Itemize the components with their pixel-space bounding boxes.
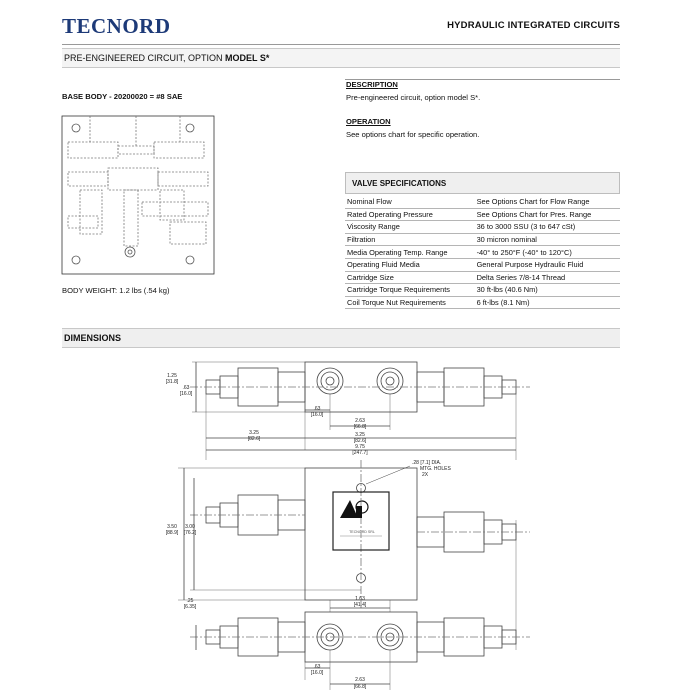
spec-label: Viscosity Range	[345, 221, 477, 234]
dim-975: 9.75	[355, 444, 365, 450]
spec-label: Nominal Flow	[345, 196, 477, 208]
valve-specifications	[345, 172, 620, 310]
base-body-drawing	[60, 112, 220, 277]
hole-note-2: MTG. HOLES	[420, 466, 451, 472]
dim-63-top-mm: [16.0]	[179, 391, 193, 397]
dim-300-mm: [76.2]	[183, 530, 197, 536]
dim-263-bottom-mm: [66.8]	[353, 684, 367, 690]
spec-value: See Options Chart for Flow Range	[477, 196, 620, 208]
hole-note-1: .28 [7.1] DIA.	[412, 460, 442, 466]
dim-975-mm: [247.7]	[352, 450, 368, 456]
spec-value: 6 ft-lbs (8.1 Nm)	[477, 296, 620, 309]
dim-163-mm: [41.4]	[353, 602, 367, 608]
dim-263-top-mm: [66.8]	[353, 424, 367, 430]
table-row	[345, 284, 620, 297]
dim-63-side-mm: [16.0]	[310, 412, 324, 418]
dim-63-bottom: .63	[313, 664, 321, 670]
dim-263-top: 2.63	[355, 418, 365, 424]
table-row	[345, 208, 620, 221]
table-row	[345, 271, 620, 284]
spec-value: -40° to 250°F (-40° to 120°C)	[477, 246, 620, 259]
spec-value: 36 to 3000 SSU (3 to 647 cSt)	[477, 221, 620, 234]
dim-125: 1.25	[167, 373, 177, 379]
spec-value: 30 ft-lbs (40.6 Nm)	[477, 284, 620, 297]
dim-325-left: 3.25	[249, 430, 259, 436]
dim-25: .25	[186, 598, 194, 604]
spec-value: General Purpose Hydraulic Fluid	[477, 258, 620, 271]
spec-label: Filtration	[345, 233, 477, 246]
operation-text: See options chart for specific operation.	[346, 130, 480, 139]
hole-note-3: 2X	[422, 472, 429, 478]
dim-325-right-mm: [82.6]	[353, 438, 367, 444]
description-text: Pre-engineered circuit, option model S*.	[346, 93, 481, 102]
circuit-model: MODEL S*	[225, 53, 270, 63]
description-heading: DESCRIPTION	[346, 80, 398, 89]
front-view	[178, 460, 530, 650]
table-row	[345, 246, 620, 259]
dimensions-drawing	[150, 350, 540, 695]
dim-300: 3.00	[185, 524, 195, 530]
brand-logo-text: TECNORD	[62, 14, 171, 38]
spec-value: See Options Chart for Pres. Range	[477, 208, 620, 221]
spec-value: Delta Series 7/8-14 Thread	[477, 271, 620, 284]
corner-hole-tr	[186, 124, 194, 132]
spec-label: Media Operating Temp. Range	[345, 246, 477, 259]
circuit-prefix: PRE-ENGINEERED CIRCUIT, OPTION	[64, 53, 226, 63]
header-rule	[62, 44, 620, 45]
base-body-label: BASE BODY - 20200020 = #8 SAE	[62, 92, 183, 101]
dim-263-bottom: 2.63	[355, 677, 365, 683]
spec-value: 30 micron nominal	[477, 233, 620, 246]
table-row	[345, 196, 620, 208]
spec-label: Cartridge Size	[345, 271, 477, 284]
dim-163: 1.63	[355, 596, 365, 602]
valve-specs-heading: VALVE SPECIFICATIONS	[345, 172, 620, 194]
label-plate-text: TECNORD SRL	[349, 530, 375, 534]
dim-25-mm: [6.35]	[183, 604, 197, 610]
valve-specs-table	[345, 196, 620, 309]
table-row	[345, 233, 620, 246]
body-weight: BODY WEIGHT: 1.2 lbs (.54 kg)	[62, 286, 170, 295]
corner-hole-tl	[72, 124, 80, 132]
dim-63-bottom-mm: [16.0]	[310, 670, 324, 676]
table-row	[345, 296, 620, 309]
spec-label: Rated Operating Pressure	[345, 208, 477, 221]
dimensions-heading: DIMENSIONS	[64, 333, 122, 343]
table-row	[345, 258, 620, 271]
dim-350-mm: [88.9]	[165, 530, 179, 536]
dim-350: 3.50	[167, 524, 177, 530]
dim-63-top: .63	[182, 385, 190, 391]
dim-125-mm: [31.8]	[165, 379, 179, 385]
operation-heading: OPERATION	[346, 117, 391, 126]
corner-hole-br	[186, 256, 194, 264]
spec-label: Coil Torque Nut Requirements	[345, 296, 477, 309]
dim-325-left-mm: [82.6]	[247, 436, 261, 442]
table-row	[345, 221, 620, 234]
port-bottom	[125, 247, 135, 257]
corner-hole-bl	[72, 256, 80, 264]
dim-63-side: .63	[313, 406, 321, 412]
spec-label: Cartridge Torque Requirements	[345, 284, 477, 297]
dim-325-right: 3.25	[355, 432, 365, 438]
spec-label: Operating Fluid Media	[345, 258, 477, 271]
document-title: HYDRAULIC INTEGRATED CIRCUITS	[447, 20, 620, 31]
circuit-bar	[62, 48, 620, 68]
dimensions-bar	[62, 328, 620, 348]
